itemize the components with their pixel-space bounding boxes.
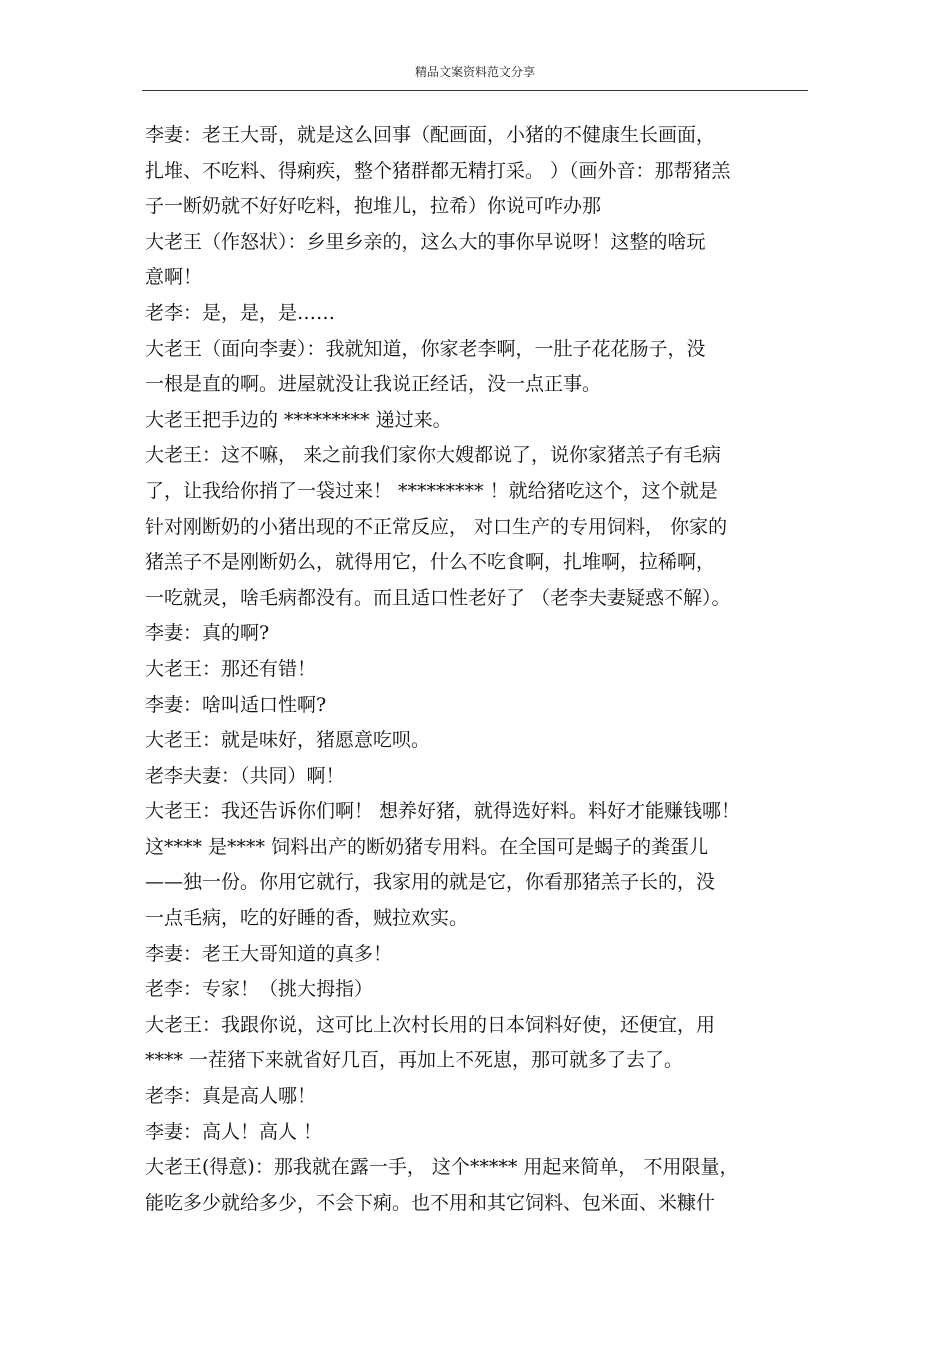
text-line: 大老王把手边的 ********* 递过来。 [145, 408, 452, 431]
text-line: 大老王（作怒状）：乡里乡亲的，这么大的事你早说呀！这整的啥玩 [145, 230, 706, 253]
text-line: 老李夫妻：（共同）啊！ [145, 764, 345, 787]
text-line: 李妻：真的啊? [145, 622, 270, 645]
text-line: **** 一茬猪下来就省好几百，再加上不死崽，那可就多了去了。 [145, 1049, 684, 1072]
text-line: ——独一份。你用它就行，我家用的就是它，你看那猪羔子长的，没 [145, 871, 716, 894]
text-line: 老李：真是高人哪！ [145, 1085, 317, 1108]
text-line: 一吃就灵，啥毛病都没有。而且适口性老好了 （老李夫妻疑惑不解）。 [145, 586, 731, 609]
text-line: 李妻：老王大哥，就是这么回事（配画面，小猪的不健康生长画面， [145, 124, 716, 146]
text-line: 一点毛病，吃的好睡的香，贼拉欢实。 [145, 907, 469, 930]
page-header: 精品文案资料范文分享 [414, 65, 535, 79]
text-line: 大老王：我还告诉你们啊！ 想养好猪，就得选好料。料好才能赚钱哪！ [145, 800, 741, 823]
text-line: 子一断奶就不好好吃料，抱堆儿，拉希）你说可咋办那 [145, 195, 602, 218]
text-line: 大老王：就是味好，猪愿意吃呗。 [145, 729, 431, 752]
text-line: 针对刚断奶的小猪出现的不正常反应， 对口生产的专用饲料， 你家的 [145, 515, 728, 538]
text-line: 意啊！ [145, 266, 203, 289]
text-line: 李妻：老王大哥知道的真多！ [145, 942, 393, 965]
text-line: 大老王（面向李妻）：我就知道，你家老李啊，一肚子花花肠子，没 [145, 337, 706, 360]
text-line: 李妻：啥叫适口性啊? [145, 693, 327, 716]
text-line: 这**** 是**** 饲料出产的断奶猪专用料。在全国可是蝎子的粪蛋儿 [145, 835, 709, 858]
text-line: 能吃多少就给多少，不会下痢。也不用和其它饲料、包米面、米糠什 [145, 1191, 716, 1214]
text-line: 李妻：高人！高人 ！ [145, 1120, 323, 1143]
text-line: 猪羔子不是刚断奶么，就得用它，什么不吃食啊，扎堆啊，拉稀啊， [145, 551, 716, 574]
text-line: 一根是直的啊。进屋就没让我说正经话，没一点正事。 [145, 373, 602, 396]
script-body [145, 118, 810, 1221]
text-line: 大老王(得意)：那我就在露一手， 这个***** 用起来简单， 不用限量， [145, 1156, 739, 1179]
text-line: 大老王：我跟你说，这可比上次村长用的日本饲料好使，还便宜，用 [145, 1013, 716, 1036]
text-line: 老李：是，是，是…… [145, 301, 336, 324]
text-line: 大老王：这不嘛， 来之前我们家你大嫂都说了，说你家猪羔子有毛病 [145, 444, 722, 467]
text-line: 大老王：那还有错！ [145, 657, 317, 680]
text-line: 扎堆、不吃料、得痢疾，整个猪群都无精打采。 ）（画外音：那帮猪羔 [145, 159, 731, 182]
text-line: 老李：专家！（挑大拇指） [145, 978, 374, 1001]
header-divider [142, 90, 808, 91]
text-line: 了，让我给你捎了一袋过来！ ********* ！就给猪吃这个，这个就是 [145, 479, 718, 502]
